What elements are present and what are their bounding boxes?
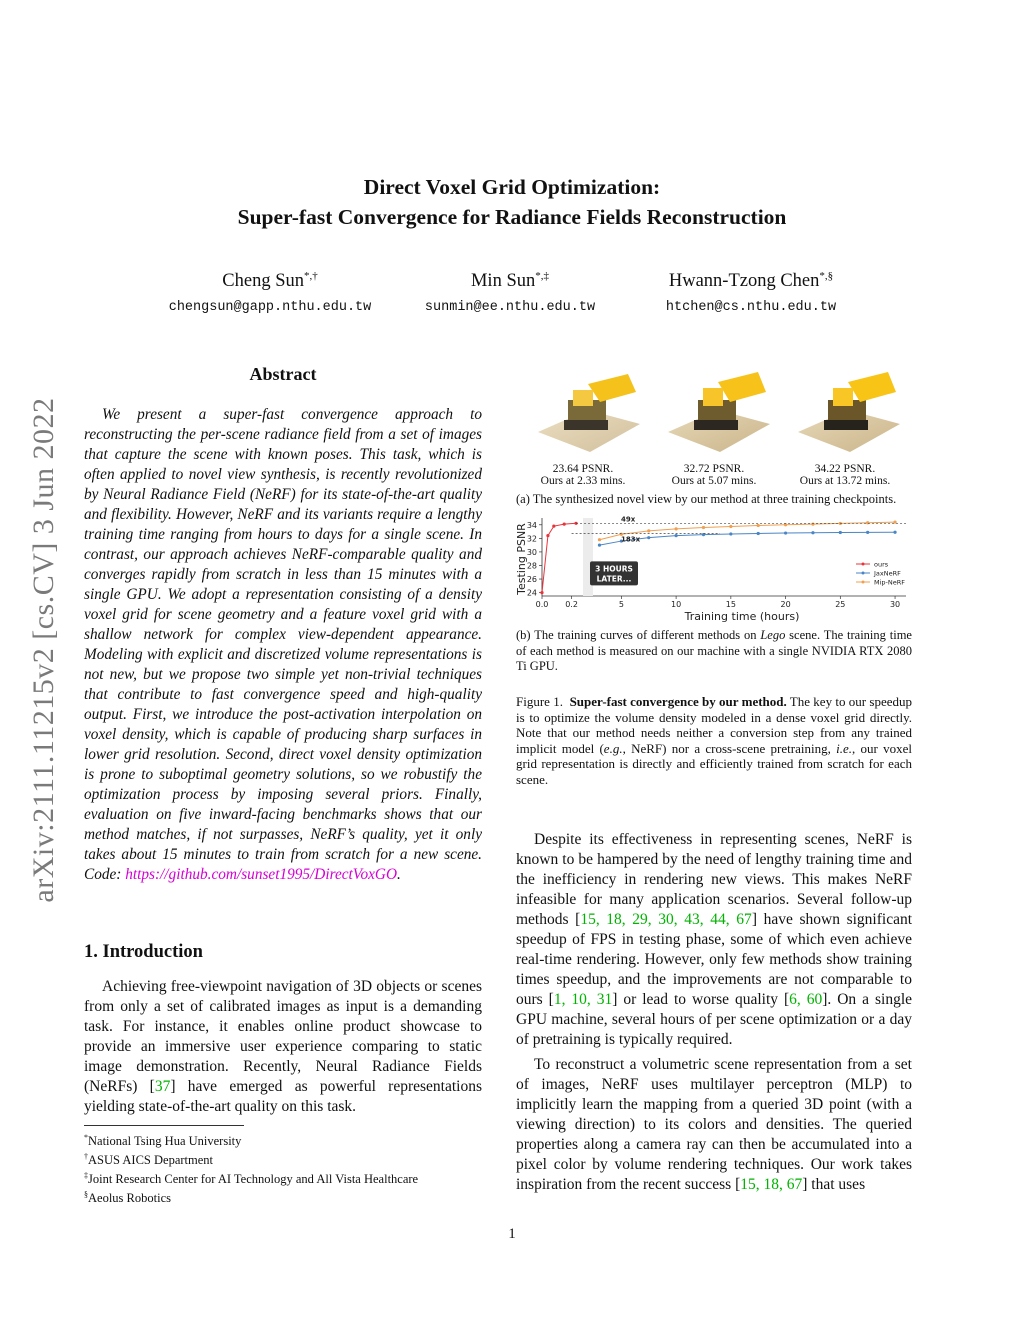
page-number: 1 (508, 1226, 516, 1242)
data-point (866, 531, 869, 534)
author-block-3 (626, 270, 876, 315)
render-label-1: 23.64 PSNR. Ours at 2.33 mins. (540, 463, 626, 487)
x-tick-label: 25 (835, 600, 846, 609)
data-point (552, 525, 555, 528)
footnote-item: *National Tsing Hua University (84, 1133, 242, 1149)
author-name: Hwann-Tzong Chen (668, 271, 820, 292)
intro-heading: 1. Introduction (84, 942, 203, 962)
data-point (729, 525, 732, 528)
x-tick-label: 20 (780, 600, 791, 609)
author-marks: *,§ (819, 270, 834, 282)
render-row (520, 362, 916, 462)
legend-label: Mip-NeRF (874, 578, 906, 587)
x-tick-label: 30 (889, 600, 901, 609)
author-name: Min Sun (470, 271, 536, 292)
x-axis-label: Training time (hours) (684, 610, 800, 623)
author-marks: *,† (303, 270, 318, 282)
x-tick-label: 5 (618, 600, 624, 609)
training-curve-chart (514, 514, 914, 626)
legend-label: ours (874, 560, 889, 569)
data-point (866, 521, 869, 524)
data-point (647, 536, 650, 539)
intro-paragraph: Achieving free-viewpoint navigation of 3D objects or scenes from only a set of calibrated images as input is a demanding task. For instance, it enables online product showcase to provide an immersive user experience comparing to static image demonstration. Recently, Neural Radiance Fields (NeRFs) [37] have emerged as powerful representations yielding state-of-the-art quality on this task. (84, 978, 482, 1115)
paper-title-line1: Direct Voxel Grid Optimization: (363, 175, 661, 199)
code-link[interactable]: https://github.com/sunset1995/DirectVoxGO (125, 866, 397, 883)
data-point (784, 531, 787, 534)
y-tick-label: 26 (526, 575, 537, 585)
excavator-renders (520, 362, 916, 462)
citation-link[interactable]: 1, 10, 31 (553, 991, 613, 1008)
author-name: Cheng Sun (222, 271, 304, 292)
y-tick-label: 30 (526, 547, 537, 557)
legend-label: JaxNeRF (874, 569, 901, 578)
data-point (675, 534, 678, 537)
data-point (757, 524, 760, 527)
x-tick-label: 15 (725, 600, 736, 609)
author-block-1 (120, 270, 420, 315)
footnotes (84, 1130, 482, 1207)
series-line-mip-nerf (599, 522, 895, 540)
code-label: Code: (84, 866, 122, 883)
legend-marker (862, 572, 865, 575)
data-point (893, 531, 896, 534)
data-point (757, 532, 760, 535)
series-line-ours (542, 523, 576, 592)
training-chart (514, 514, 914, 626)
data-point (598, 544, 601, 547)
abstract-text: We present a super-fast convergence approach to reconstructing the per-scene radiance field from a set of images that capture the scene with known poses. This task, which is often applied to novel view synthesis, is recently revolutionized by Neural Radiance Field (NeRF) for its state-of-the-art quality and flexibility. However, NeRF and its variants require a lengthy training time ranging from hours to days for a single scene. In contrast, our approach achieves NeRF-comparable quality and converges rapidly from scratch in less than 15 minutes with a single GPU. We adopt a representation consisting of a density voxel grid for scene geometry and a feature voxel grid with a shallow network for complex view-dependent appearance. Modeling with explicit and discretized volume representations is not new, but we propose two simple yet non-trivial techniques that contribute to fast convergence speed and high-quality output. First, we introduce the post-activation interpolation on voxel density, which is capable of producing sharp surfaces in lower grid resolution. Second, direct voxel density optimization is prone to suboptimal geometry solutions, so we robustify the optimization process by imposing several priors. Finally, evaluation on five inward-facing benchmarks shows that our method matches, if not surpasses, NeRF’s quality, yet it only takes about 15 minutes to train from scratch for a new scene. (84, 406, 482, 863)
right-paragraph-1: Despite its effectiveness in representing scenes, NeRF is known to be hampered by the need of lengthy training time and the inefficiency in rendering new views. This makes NeRF infeasible for many application scenarios. Several follow-up methods [15, 18, 29, 30, 43, 44, 67] have shown significant speedup of FPS in testing phase, some of which even achieve real-time rendering. However, only few methods show training times speedup, and the improvements are not comparable to ours [1, 10, 31] or lead to worse quality [6, 60]. On a single GPU machine, several hours of per scene optimization or a day of pretraining is typically required. (516, 831, 913, 1048)
data-point (839, 531, 842, 534)
break-badge-label: 3 HOURS (595, 564, 633, 574)
arxiv-stamp: arXiv:2111.11215v2 [cs.CV] 3 Jun 2022 (27, 397, 60, 903)
speedup-label: 183x (621, 535, 641, 544)
y-tick-label: 28 (526, 561, 537, 571)
break-badge-label: LATER... (596, 574, 632, 584)
figure-caption: Figure 1. Super-fast convergence by our method. The key to our speedup is to optimize the volume density modeled in a dense voxel grid directly. Note that our method needs neither a conversion step from any trained implicit model (e.g., NeRF) nor a cross-scene pretraining, i.e., our voxel grid representation is directly and efficiently trained from scratch for each scene. (516, 694, 912, 787)
right-paragraph-2: To reconstruct a volumetric scene representation from a set of images, NeRF uses multilayer perceptron (MLP) to implicitly learn the mapping from a queried 3D point (with a viewing direction) to its colors and densities. The queried properties along a camera ray can then be accumulated into a pixel color by volume rendering techniques. Our work takes inspiration from the recent success [15, 18, 67] that uses (516, 1056, 912, 1193)
abstract-heading: Abstract (249, 364, 317, 384)
data-point (546, 534, 549, 537)
render-thumbnail (538, 374, 640, 452)
caption-b: (b) The training curves of different methods on Lego scene. The training time of each method is measured on our machine with a single NVIDIA RTX 2080 Ti GPU. (516, 628, 912, 674)
y-tick-label: 24 (526, 588, 537, 598)
footnote-rule (84, 1125, 244, 1126)
footnote-item: §Aeolus Robotics (84, 1190, 171, 1206)
speedup-label: 49x (621, 515, 636, 524)
render-label-2: 32.72 PSNR. Ours at 5.07 mins. (671, 463, 757, 487)
citation-link[interactable]: 6, 60 (789, 991, 823, 1008)
author-email[interactable]: htchen@cs.nthu.edu.tw (665, 300, 837, 316)
author-email[interactable]: chengsun@gapp.nthu.edu.tw (168, 300, 372, 316)
author-email[interactable]: sunmin@ee.nthu.edu.tw (424, 300, 596, 316)
x-tick-label: 10 (671, 600, 682, 609)
data-point (563, 523, 566, 526)
legend-marker (862, 581, 865, 584)
legend-marker (862, 563, 865, 566)
author-marks: *,‡ (535, 270, 549, 282)
y-axis-label: Testing PSNR (515, 523, 528, 595)
y-tick-label: 34 (526, 520, 537, 530)
series-line-jaxnerf (599, 532, 895, 545)
x-tick-label: 0.0 (535, 600, 549, 609)
render-thumbnail (798, 372, 900, 452)
x-tick-label: 0.2 (565, 600, 578, 609)
data-point (784, 523, 787, 526)
y-tick-label: 32 (526, 534, 537, 544)
paper-title-line2: Super-fast Convergence for Radiance Fields Reconstruction (237, 205, 787, 229)
citation-link[interactable]: 37 (154, 1078, 171, 1095)
render-label-3: 34.22 PSNR. Ours at 13.72 mins. (799, 463, 891, 487)
data-point (702, 526, 705, 529)
data-point (540, 591, 543, 594)
footnote-item: ‡Joint Research Center for AI Technology and All Vista Healthcare (84, 1171, 419, 1187)
author-block-2 (380, 270, 640, 315)
abstract-body: We present a super-fast convergence approach to reconstructing the per-scene radiance field from a set of images that capture the scene with known poses. This task, which is often applied to novel view synthesis, is recently revolutionized by Neural Radiance Field (NeRF) for its state-of-the-art quality and flexibility. However, NeRF and its variants require a lengthy training time ranging from hours to days for a single scene. In contrast, our approach achieves NeRF-comparable quality and converges rapidly from scratch in less than 15 minutes with a single GPU. We adopt a representation consisting of a density voxel grid for scene geometry and a feature voxel grid with a shallow network for complex view-dependent appearance. Modeling with explicit and discretized volume representations is not new, but we propose two simple yet non-trivial techniques that contribute to fast convergence speed and high-quality output. First, we introduce the post-activation interpolation on voxel density, which is capable of producing sharp surfaces in lower grid resolution. Second, direct voxel density optimization is prone to suboptimal geometry solutions, so we robustify the optimization process by imposing several priors. Finally, evaluation on five inward-facing benchmarks shows that our method matches, if not surpasses, NeRF’s quality, yet it only takes about 15 minutes to train from scratch for a new scene. Code: https://github.com/sunset1995/DirectVoxGO. (84, 406, 482, 883)
citation-link[interactable]: 15, 18, 67 (740, 1176, 803, 1193)
citation-link[interactable]: 15, 18, 29, 30, 43, 44, 67 (580, 911, 752, 928)
render-thumbnail (668, 372, 770, 452)
data-point (729, 532, 732, 535)
data-point (811, 531, 814, 534)
caption-a: (a) The synthesized novel view by our method at three training checkpoints. (516, 492, 897, 506)
footnote-item: †ASUS AICS Department (84, 1152, 213, 1168)
data-point (647, 529, 650, 532)
data-point (598, 538, 601, 541)
data-point (675, 527, 678, 530)
